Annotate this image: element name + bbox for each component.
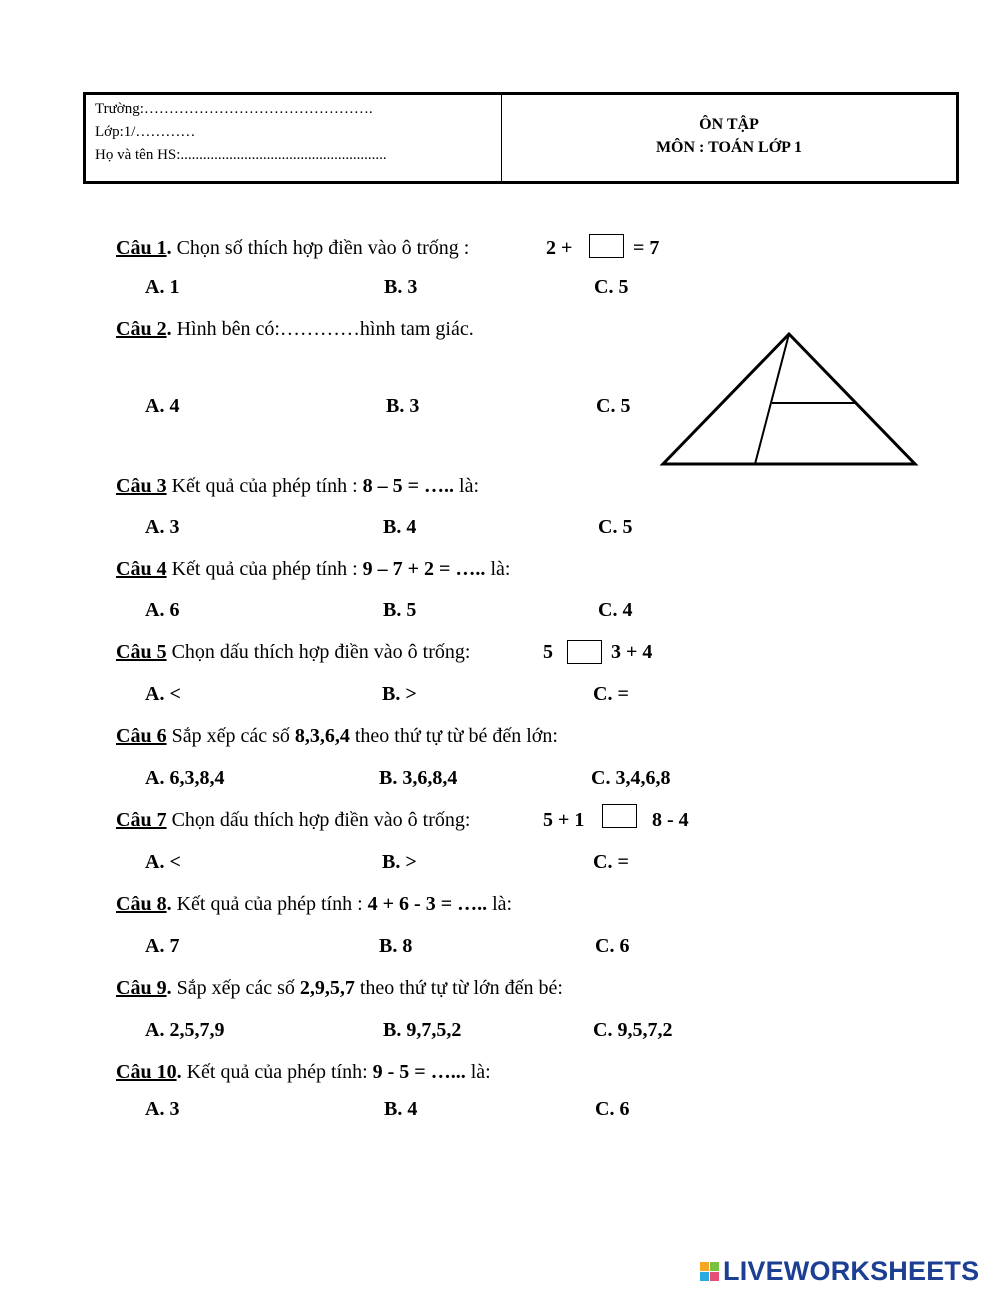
- q1-answer-box[interactable]: [589, 234, 624, 258]
- q5-option-b[interactable]: B. >: [382, 683, 417, 705]
- triangle-figure: [655, 328, 920, 470]
- q10-option-b[interactable]: B. 4: [384, 1098, 418, 1120]
- q8-option-b[interactable]: B. 8: [379, 935, 413, 957]
- logo-cube: [700, 1262, 709, 1271]
- q4-option-a[interactable]: A. 6: [145, 599, 180, 621]
- name-line: Họ và tên HS:.......................................................: [95, 147, 387, 163]
- logo-cube: [710, 1262, 719, 1271]
- q6-option-a[interactable]: A. 6,3,8,4: [145, 767, 225, 789]
- logo-cube: [700, 1272, 709, 1281]
- q5-option-c[interactable]: C. =: [593, 683, 629, 705]
- question-5: [116, 641, 470, 664]
- question-label: Câu 8: [116, 893, 167, 915]
- question-label: Câu 6: [116, 725, 167, 747]
- q1-expression-left: 2 +: [546, 237, 573, 259]
- q7-answer-box[interactable]: [602, 804, 637, 828]
- q5-option-a[interactable]: A. <: [145, 683, 181, 705]
- header-box: [83, 92, 959, 184]
- q2-option-a[interactable]: A. 4: [145, 395, 180, 417]
- q4-option-b[interactable]: B. 5: [383, 599, 417, 621]
- question-text: Hình bên có:…………hình tam giác.: [171, 318, 474, 340]
- logo-cubes-icon: [700, 1262, 719, 1281]
- question-2: Câu 2. Hình bên có:…………hình tam giác.: [116, 318, 474, 340]
- question-6: Câu 6 Sắp xếp các số 8,3,6,4 theo thứ tự từ bé đến lớn:: [116, 725, 558, 747]
- q7-expression-right: 8 - 4: [652, 809, 689, 831]
- worksheet-title-block: [502, 95, 956, 181]
- student-info: [86, 95, 502, 181]
- liveworksheets-logo: [700, 1256, 979, 1287]
- question-label: Câu 3: [116, 475, 167, 497]
- q7-option-c[interactable]: C. =: [593, 851, 629, 873]
- q2-option-c[interactable]: C. 5: [596, 395, 631, 417]
- question-text: Kết quả của phép tính :: [166, 558, 363, 580]
- question-7: [116, 809, 470, 832]
- question-3: Câu 3 Kết quả của phép tính : 8 – 5 = ….. là:: [116, 475, 480, 497]
- question-label: Câu 5: [116, 641, 167, 663]
- triangle-outline: [663, 334, 915, 464]
- question-expression: 4 + 6 - 3 = …..: [367, 893, 488, 915]
- q6-option-c[interactable]: C. 3,4,6,8: [591, 767, 671, 789]
- q7-expression-left: 5 + 1: [543, 809, 585, 831]
- question-label: Câu 4: [116, 558, 167, 580]
- question-text: Sắp xếp các số: [171, 977, 300, 999]
- q9-option-a[interactable]: A. 2,5,7,9: [145, 1019, 225, 1041]
- question-text: Kết quả của phép tính :: [166, 475, 363, 497]
- question-text: Kết quả của phép tính :: [171, 893, 368, 915]
- question-expression: 9 - 5 = …...: [372, 1061, 466, 1083]
- question-expression: 2,9,5,7: [299, 977, 355, 999]
- q8-option-c[interactable]: C. 6: [595, 935, 630, 957]
- question-label: Câu 2: [116, 318, 167, 340]
- q3-option-c[interactable]: C. 5: [598, 516, 633, 538]
- question-text: Chọn số thích hợp điền vào ô trống :: [171, 237, 470, 259]
- q1-option-b[interactable]: B. 3: [384, 276, 418, 298]
- q5-expression-left: 5: [543, 641, 553, 663]
- question-label: Câu 1: [116, 237, 167, 259]
- question-label: Câu 10: [116, 1061, 177, 1083]
- question-expression: 8 – 5 = …..: [362, 475, 455, 497]
- q2-option-b[interactable]: B. 3: [386, 395, 420, 417]
- question-9: Câu 9. Sắp xếp các số 2,9,5,7 theo thứ tự từ lớn đến bé:: [116, 977, 563, 999]
- school-line: Trường:……………………………………….: [95, 101, 373, 117]
- q8-option-a[interactable]: A. 7: [145, 935, 180, 957]
- question-1: Câu 1. Chọn số thích hợp điền vào ô trống :: [116, 237, 470, 259]
- question-text: Chọn dấu thích hợp điền vào ô trống:: [166, 641, 471, 663]
- question-4: Câu 4 Kết quả của phép tính : 9 – 7 + 2 = ….. là:: [116, 558, 511, 580]
- worksheet-subtitle: MÔN : TOÁN LỚP 1: [655, 139, 803, 156]
- q9-option-c[interactable]: C. 9,5,7,2: [593, 1019, 673, 1041]
- logo-text: LIVEWORKSHEETS: [723, 1256, 980, 1286]
- q7-option-b[interactable]: B. >: [382, 851, 417, 873]
- question-label: Câu 7: [116, 809, 167, 831]
- q10-option-c[interactable]: C. 6: [595, 1098, 630, 1120]
- question-label: Câu 9: [116, 977, 167, 999]
- q3-option-a[interactable]: A. 3: [145, 516, 180, 538]
- question-text: Chọn dấu thích hợp điền vào ô trống:: [166, 809, 471, 831]
- q7-option-a[interactable]: A. <: [145, 851, 181, 873]
- q10-option-a[interactable]: A. 3: [145, 1098, 180, 1120]
- question-expression: 8,3,6,4: [294, 725, 350, 747]
- q1-expression-right: = 7: [633, 237, 660, 259]
- q3-option-b[interactable]: B. 4: [383, 516, 417, 538]
- q5-answer-box[interactable]: [567, 640, 602, 664]
- question-text: Kết quả của phép tính:: [181, 1061, 373, 1083]
- q1-option-c[interactable]: C. 5: [594, 276, 629, 298]
- q1-option-a[interactable]: A. 1: [145, 276, 180, 298]
- q9-option-b[interactable]: B. 9,7,5,2: [383, 1019, 462, 1041]
- q6-option-b[interactable]: B. 3,6,8,4: [379, 767, 458, 789]
- q4-option-c[interactable]: C. 4: [598, 599, 633, 621]
- class-line: Lớp:1/…………: [95, 124, 196, 140]
- question-text: Sắp xếp các số: [166, 725, 295, 747]
- question-8: Câu 8. Kết quả của phép tính : 4 + 6 - 3 = ….. là:: [116, 893, 513, 915]
- worksheet-title: ÔN TẬP: [699, 116, 759, 133]
- question-expression: 9 – 7 + 2 = …..: [362, 558, 486, 580]
- logo-cube: [710, 1272, 719, 1281]
- q5-expression-right: 3 + 4: [611, 641, 653, 663]
- question-10: Câu 10. Kết quả của phép tính: 9 - 5 = …... là:: [116, 1061, 491, 1083]
